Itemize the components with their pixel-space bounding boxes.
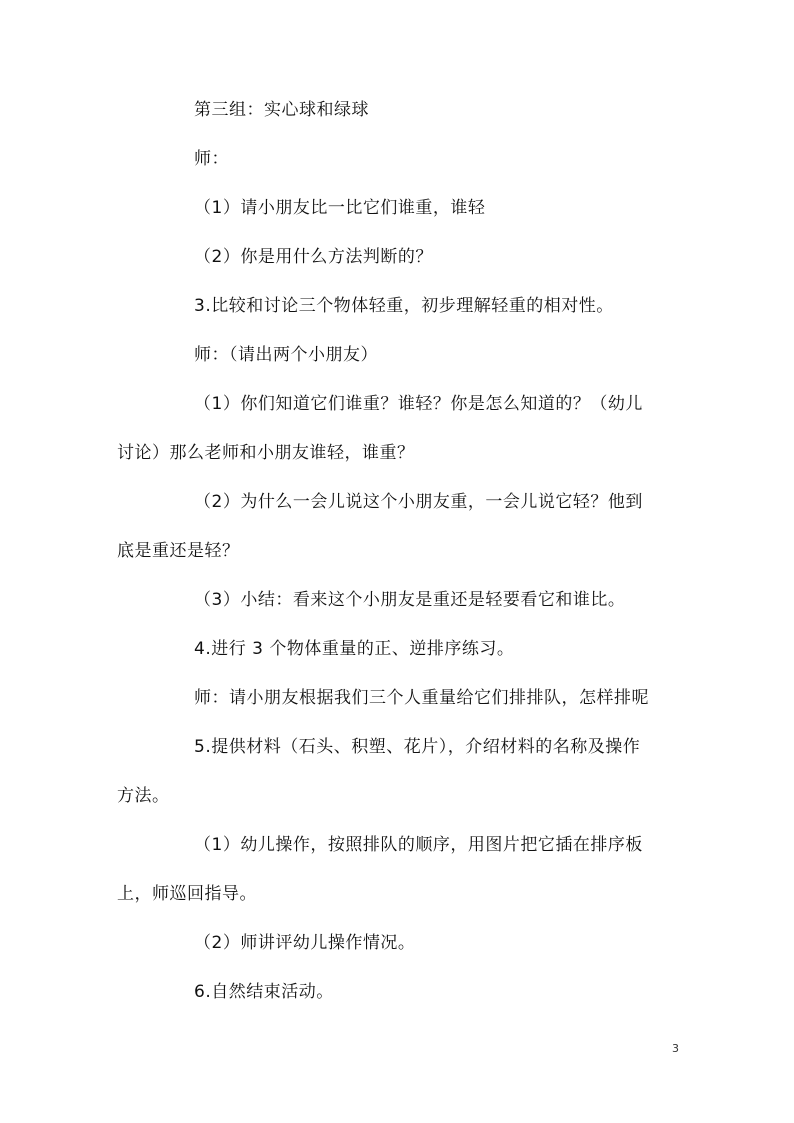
text-line-discussion-1: （1）你们知道它们谁重？谁轻？你是怎么知道的？（幼儿: [194, 394, 643, 414]
text-line-question-1: （1）请小朋友比一比它们谁重，谁轻: [194, 198, 486, 218]
page-number: 3: [672, 1042, 679, 1055]
text-line-step-5: 5.提供材料（石头、积塑、花片），介绍材料的名称及操作: [194, 737, 641, 757]
text-line-operation-1: （1）幼儿操作，按照排队的顺序，用图片把它插在排序板: [194, 835, 643, 855]
text-line-group-three: 第三组：实心球和绿球: [194, 100, 369, 120]
text-line-teacher-sort: 师：请小朋友根据我们三个人重量给它们排排队，怎样排呢: [194, 688, 649, 708]
text-line-operation-2: （2）师讲评幼儿操作情况。: [194, 933, 416, 953]
text-line-discussion-2-cont: 底是重还是轻？: [117, 541, 240, 561]
text-line-operation-1-cont: 上，师巡回指导。: [117, 884, 257, 904]
text-line-discussion-2: （2）为什么一会儿说这个小朋友重，一会儿说它轻？他到: [194, 492, 643, 512]
text-line-summary: （3）小结：看来这个小朋友是重还是轻要看它和谁比。: [194, 590, 626, 610]
text-line-teacher: 师：: [194, 149, 229, 169]
text-line-step-5-cont: 方法。: [117, 786, 170, 806]
text-line-step-3: 3.比较和讨论三个物体轻重，初步理解轻重的相对性。: [194, 296, 614, 316]
text-line-question-2: （2）你是用什么方法判断的？: [194, 247, 433, 267]
text-line-teacher-invite: 师：（请出两个小朋友）: [194, 345, 378, 365]
text-line-discussion-1-cont: 讨论）那么老师和小朋友谁轻，谁重？: [117, 443, 415, 463]
text-line-step-6: 6.自然结束活动。: [194, 982, 334, 1002]
text-line-step-4: 4.进行 3 个物体重量的正、逆排序练习。: [194, 639, 515, 659]
